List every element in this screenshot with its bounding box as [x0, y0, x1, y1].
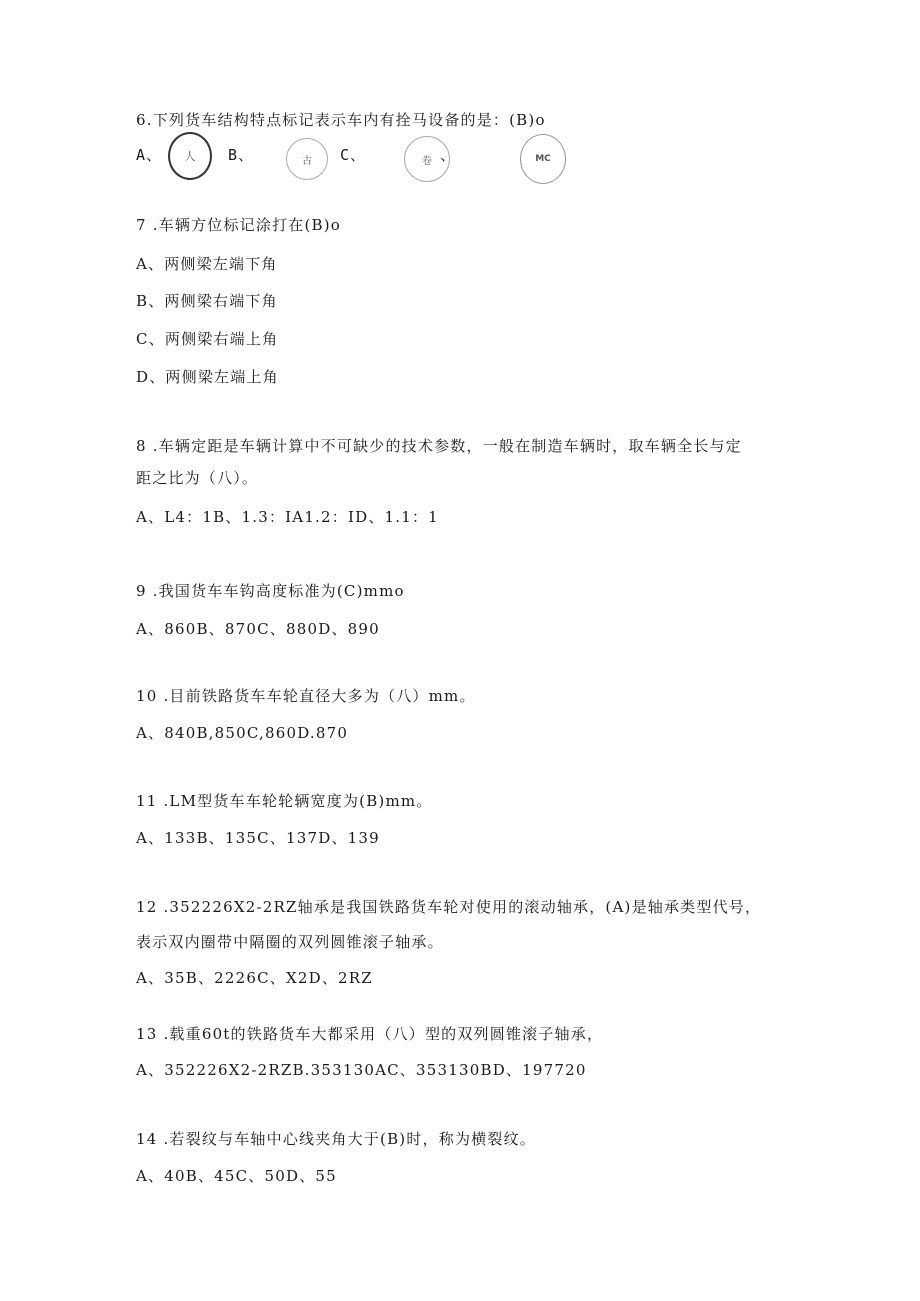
question-8-stem-line-2: 距之比为（八）。	[136, 469, 259, 487]
question-9-options: A、860B、870C、880D、890	[136, 620, 380, 638]
option-b-label: B、	[228, 146, 255, 164]
question-12-options: A、35B、2226C、X2D、2RZ	[136, 969, 373, 987]
question-6-stem: 6.下列货车结构特点标记表示车内有拴马设备的是：(B)o	[136, 111, 546, 129]
question-6-mark-options	[136, 130, 576, 190]
mark-mc-icon: MC	[520, 134, 566, 184]
question-7-option-b: B、两侧梁右端下角	[136, 292, 278, 310]
question-12-stem-line-2: 表示双内圈带中隔圈的双列圆锥滚子轴承。	[136, 933, 444, 951]
question-7-option-a: A、两侧梁左端下角	[136, 255, 278, 273]
option-d-label: 、	[440, 146, 457, 164]
mark-roll-icon: 卷	[404, 136, 450, 182]
question-7-option-c: C、两侧梁右端上角	[136, 330, 279, 348]
question-7-stem: 7 .车辆方位标记涂打在(B)o	[136, 216, 342, 234]
question-8-options: A、L4：1B、1.3：IA1.2：ID、1.1：1	[136, 508, 439, 526]
question-11-stem: 11 .LM型货车车轮轮辆宽度为(B)mm。	[136, 792, 433, 810]
question-10-options: A、840B,850C,860D.870	[136, 724, 349, 742]
option-a-label: A、	[136, 146, 163, 164]
mark-person-icon: 人	[168, 132, 212, 180]
question-10-stem: 10 .目前铁路货车车轮直径大多为（八）mm。	[136, 687, 476, 705]
question-9-stem: 9 .我国货车车钩高度标准为(C)mmo	[136, 582, 405, 600]
question-8-stem-line-1: 8 .车辆定距是车辆计算中不可缺少的技术参数，一般在制造车辆时，取车辆全长与定	[136, 437, 742, 455]
mark-ancient-icon: 古	[286, 138, 328, 180]
question-14-options: A、40B、45C、50D、55	[136, 1167, 337, 1185]
question-13-stem: 13 .载重60t的铁路货车大都采用（八）型的双列圆锥滚子轴承，	[136, 1025, 604, 1043]
option-c-label: C、	[340, 146, 367, 164]
question-11-options: A、133B、135C、137D、139	[136, 829, 380, 847]
question-12-stem-line-1: 12 .352226X2-2RZ轴承是我国铁路货车轮对使用的滚动轴承，(A)是轴承类型代号，	[136, 898, 762, 916]
question-14-stem: 14 .若裂纹与车轴中心线夹角大于(B)时，称为横裂纹。	[136, 1130, 536, 1148]
question-13-options: A、352226X2-2RZB.353130AC、353130BD、197720	[136, 1061, 587, 1079]
question-7-option-d: D、两侧梁左端上角	[136, 368, 279, 386]
